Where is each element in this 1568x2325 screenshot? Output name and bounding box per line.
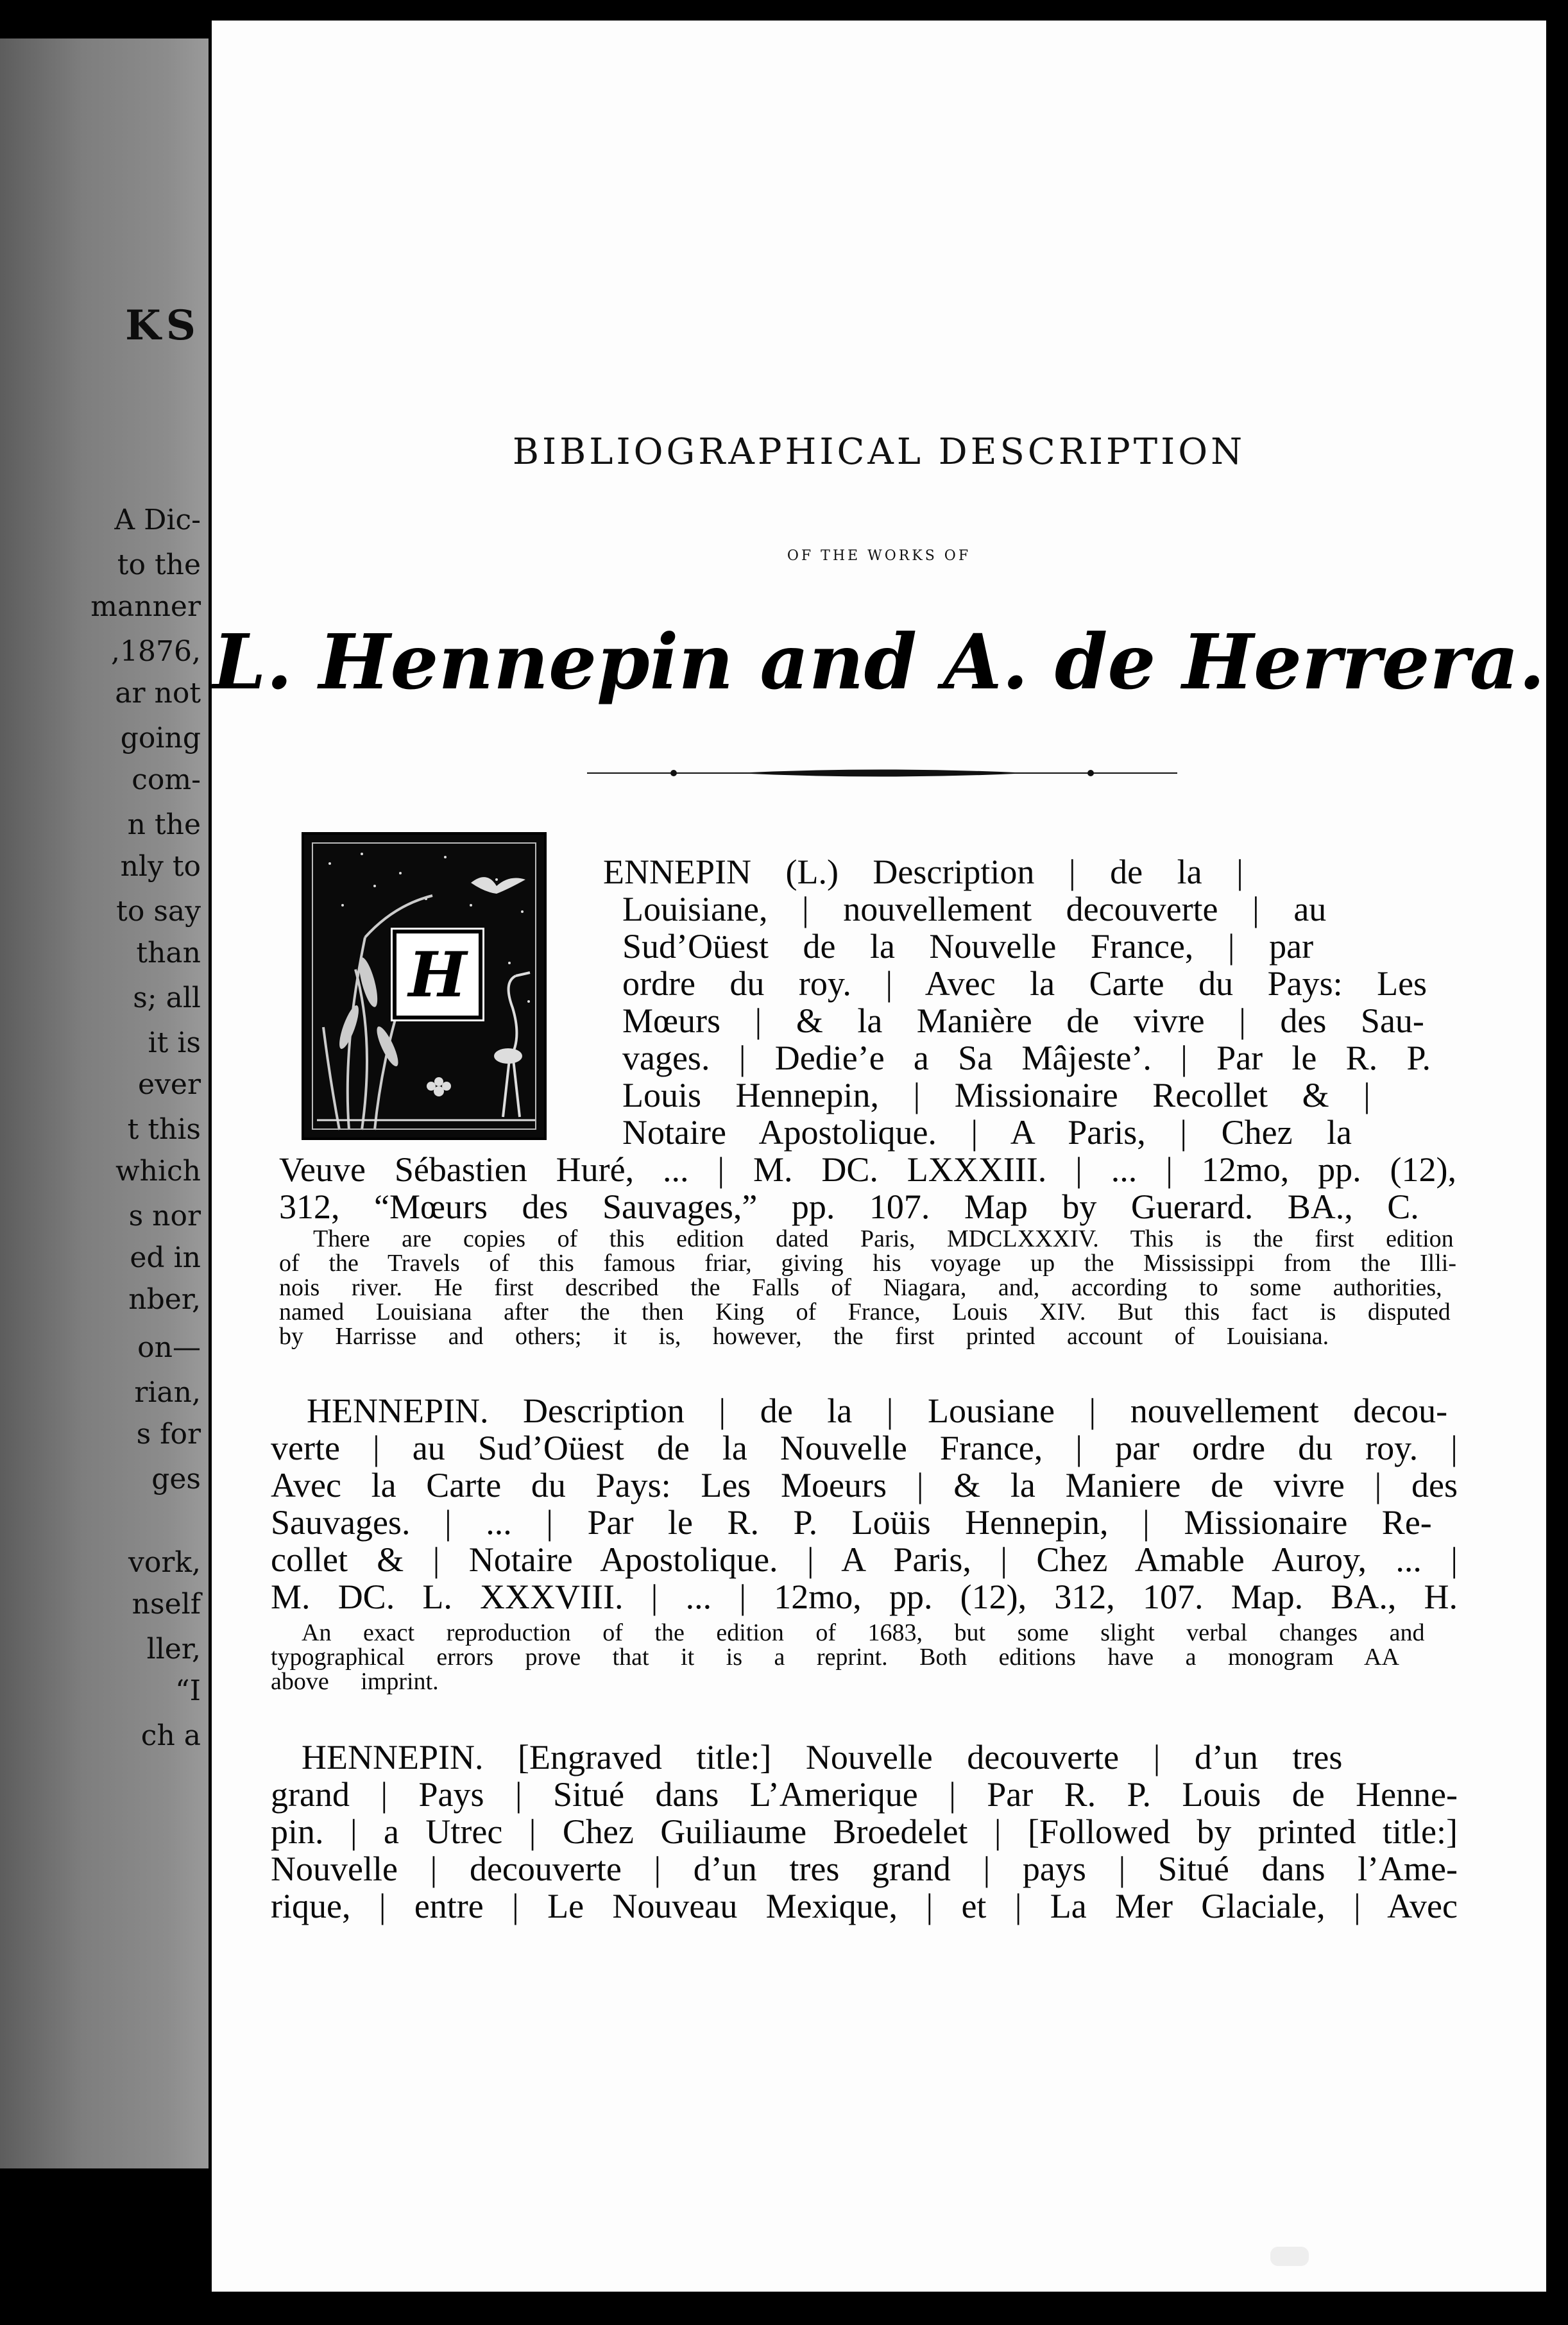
entry3-line: rique, | entre | Le Nouveau Mexique, | et | La Mer Glaciale, | Avec xyxy=(271,1887,1458,1925)
entry2-note-line: above imprint. xyxy=(271,1668,439,1695)
strip-line: which xyxy=(115,1155,201,1188)
entry1-line: Sud’Oüest de la Nouvelle France, | par xyxy=(622,927,1314,966)
entry2-line: verte | au Sud’Oüest de la Nouvelle France, | par ordre du roy. | xyxy=(271,1429,1458,1467)
entry1-line: ordre du roy. | Avec la Carte du Pays: Les xyxy=(622,964,1427,1003)
page-heading: L. Hennepin and A. de Herrera. xyxy=(212,617,1546,706)
strip-line: to the xyxy=(117,549,201,581)
strip-header: KS xyxy=(125,302,201,350)
page-title: BIBLIOGRAPHICAL DESCRIPTION xyxy=(512,431,1246,473)
strip-line: ever xyxy=(138,1068,201,1101)
strip-line: rian, xyxy=(134,1376,201,1409)
entry1-line: Veuve Sébastien Huré, ... | M. DC. LXXXIII. | ... | 12mo, pp. (12), xyxy=(279,1150,1456,1189)
page-sheet xyxy=(212,21,1546,2292)
entry1-note-line: by Harrisse and others; it is, however, the first printed account of Louisiana. xyxy=(279,1323,1329,1350)
entry1-line: Mœurs | & la Manière de vivre | des Sau- xyxy=(622,1001,1424,1040)
initial-letter: H xyxy=(408,938,467,1011)
strip-line: “I xyxy=(175,1674,201,1707)
initial-letter-box xyxy=(393,930,482,1019)
strip-line: nself xyxy=(132,1588,201,1621)
entry1-note-line: named Louisiana after the then King of France, Louis XIV. But this fact is disputed xyxy=(279,1299,1451,1325)
strip-line: s nor xyxy=(128,1200,201,1232)
entry2-note-line: An exact reproduction of the edition of 1683, but some slight verbal changes and xyxy=(302,1619,1425,1646)
strip-line: manner xyxy=(90,590,201,623)
strip-line: ar not xyxy=(115,677,201,710)
ornamental-rule xyxy=(587,765,1177,781)
strip-line: s; all xyxy=(133,982,201,1014)
entry1-line: 312, “Mœurs des Sauvages,” pp. 107. Map by Guerard. BA., C. xyxy=(279,1188,1419,1226)
strip-line: com- xyxy=(132,763,201,796)
entry3-line: grand | Pays | Situé dans L’Amerique | Par R. P. Louis de Henne- xyxy=(271,1775,1458,1814)
strip-line: nber, xyxy=(128,1283,201,1316)
strip-line: ller, xyxy=(146,1633,201,1665)
strip-line: it is xyxy=(148,1026,201,1059)
entry3-line: HENNEPIN. [Engraved title:] Nouvelle decouverte | d’un tres xyxy=(302,1738,1343,1776)
entry2-line: M. DC. L. XXXVIII. | ... | 12mo, pp. (12), 312, 107. Map. BA., H. xyxy=(271,1578,1458,1616)
entry3-line: pin. | a Utrec | Chez Guiliaume Broedelet | [Followed by printed title:] xyxy=(271,1812,1458,1851)
strip-line: vork, xyxy=(128,1546,201,1579)
strip-line: t this xyxy=(127,1113,201,1146)
entry3-line: Nouvelle | decouverte | d’un tres grand | pays | Situé dans l’Ame- xyxy=(271,1850,1458,1888)
ornamental-initial xyxy=(302,832,547,1140)
entry1-line: Notaire Apostolique. | A Paris, | Chez la xyxy=(622,1113,1352,1152)
strip-line: n the xyxy=(127,808,201,841)
entry1-note-line: of the Travels of this famous friar, giving his voyage up the Mississippi from the Illi- xyxy=(279,1250,1456,1277)
strip-line: than xyxy=(136,937,201,969)
strip-line: going xyxy=(120,722,201,754)
entry1-line: Louis Hennepin, | Missionaire Recollet & | xyxy=(622,1076,1370,1114)
strip-line: on— xyxy=(137,1331,201,1364)
scan-smudge xyxy=(1270,2247,1309,2266)
strip-line: ch a xyxy=(141,1719,201,1752)
strip-line: ,1876, xyxy=(111,635,201,668)
adjacent-page-strip xyxy=(0,38,209,2168)
entry2-note-line: typographical errors prove that it is a reprint. Both editions have a monogram AA xyxy=(271,1644,1399,1671)
entry2-line: Sauvages. | ... | Par le R. P. Loüis Hennepin, | Missionaire Re- xyxy=(271,1503,1432,1542)
strip-line: nly to xyxy=(120,850,201,883)
strip-line: s for xyxy=(136,1418,201,1451)
entry1-note-line: nois river. He first described the Falls of Niagara, and, according to some authorities, xyxy=(279,1274,1442,1301)
entry1-line: ENNEPIN (L.) Description | de la | xyxy=(603,853,1243,891)
page-subtitle: OF THE WORKS OF xyxy=(787,548,971,564)
strip-line: ed in xyxy=(130,1241,201,1274)
entry2-line: Avec la Carte du Pays: Les Moeurs | & la Maniere de vivre | des xyxy=(271,1466,1458,1504)
entry1-note-line: There are copies of this edition dated Paris, MDCLXXXIV. This is the first edition xyxy=(313,1225,1454,1252)
strip-line: ges xyxy=(151,1463,201,1495)
entry2-line: collet & | Notaire Apostolique. | A Paris, | Chez Amable Auroy, ... | xyxy=(271,1540,1458,1579)
entry1-line: vages. | Dedie’e a Sa Mâjeste’. | Par le R. P. xyxy=(622,1039,1431,1077)
strip-line: to say xyxy=(116,895,201,928)
strip-line: A Dic- xyxy=(114,504,201,536)
entry2-line: HENNEPIN. Description | de la | Lousiane | nouvellement decou- xyxy=(307,1392,1448,1430)
entry1-line: Louisiane, | nouvellement decouverte | au xyxy=(622,890,1327,928)
